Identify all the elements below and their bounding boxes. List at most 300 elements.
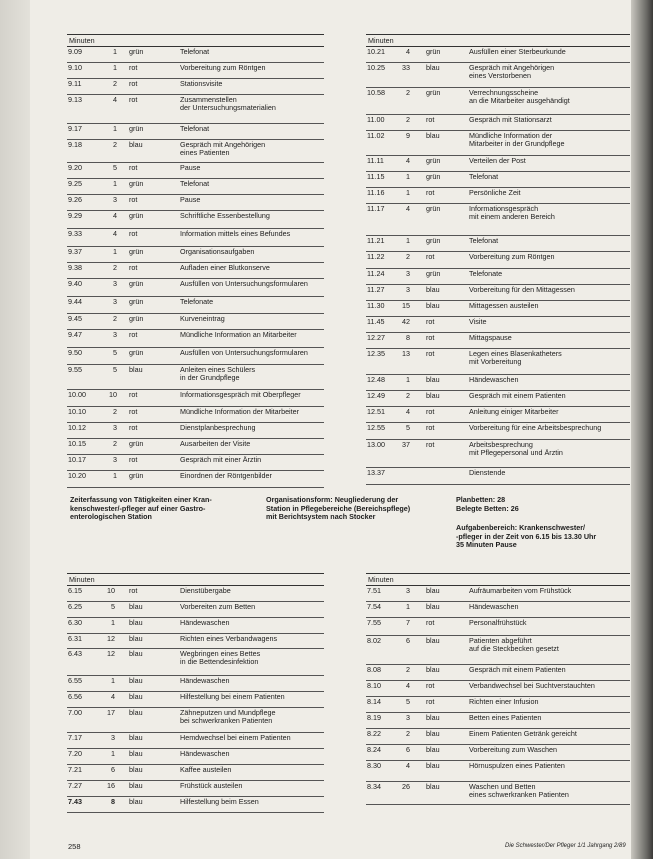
minutes-cell: 1 (406, 602, 410, 611)
table-row (67, 634, 324, 649)
table-row (67, 211, 324, 229)
time-cell: 11.22 (367, 252, 385, 261)
table-row (366, 665, 630, 681)
time-cell: 9.33 (68, 229, 82, 238)
activity-cell: Visite (469, 317, 487, 326)
activity-cell: Gespräch mit Angehörigen eines Verstorbenen (469, 63, 555, 81)
color-code-cell: grün (426, 47, 441, 56)
activity-cell: Vorbereiten zum Betten (180, 602, 256, 611)
color-code-cell: blau (129, 649, 143, 658)
time-cell: 12.35 (367, 349, 385, 358)
color-code-cell: blau (426, 301, 440, 310)
time-cell: 11.15 (367, 172, 385, 181)
table-row (67, 47, 324, 63)
time-cell: 7.00 (68, 708, 82, 717)
table-row (366, 636, 630, 665)
minutes-cell: 2 (113, 79, 117, 88)
table-row (67, 649, 324, 676)
table-row (67, 95, 324, 124)
minutes-cell: 5 (111, 602, 115, 611)
table-row (67, 423, 324, 439)
activity-cell: Persönliche Zeit (469, 188, 521, 197)
table-row (67, 314, 324, 330)
color-code-cell: blau (129, 602, 143, 611)
color-code-cell: grün (129, 179, 144, 188)
minutes-cell: 2 (406, 252, 410, 261)
color-code-cell: grün (129, 348, 144, 357)
time-cell: 8.34 (367, 782, 381, 791)
time-cell: 9.11 (68, 79, 82, 88)
time-cell: 10.58 (367, 88, 385, 97)
table-row (67, 124, 324, 140)
minutes-cell: 1 (111, 618, 115, 627)
minutes-cell: 2 (406, 88, 410, 97)
color-code-cell: blau (426, 729, 440, 738)
minutes-cell: 6 (111, 765, 115, 774)
table-row (366, 440, 630, 468)
minutes-cell: 26 (402, 782, 410, 791)
activity-cell: Mündliche Information der Mitarbeiter (180, 407, 300, 416)
activity-cell: Dienstplanbesprechung (180, 423, 256, 432)
table-row (67, 229, 324, 247)
activity-cell: Ausfüllen einer Sterbeurkunde (469, 47, 566, 56)
color-code-cell: rot (426, 349, 435, 358)
minutes-cell: 4 (406, 47, 410, 56)
color-code-cell: blau (426, 391, 440, 400)
time-cell: 9.25 (68, 179, 82, 188)
color-code-cell: rot (426, 423, 435, 432)
activity-cell: Kaffee austeilen (180, 765, 232, 774)
journal-reference: Die Schwester/Der Pfleger 1/1 Jahrgang 2/89 (505, 843, 626, 849)
time-cell: 12.55 (367, 423, 385, 432)
time-cell: 9.50 (68, 348, 82, 357)
activity-cell: Betten eines Patienten (469, 713, 542, 722)
minutes-cell: 3 (113, 297, 117, 306)
color-code-cell: blau (426, 375, 440, 384)
table-row (67, 79, 324, 95)
activity-cell: Telefonat (180, 47, 210, 56)
color-code-cell: rot (426, 618, 435, 627)
time-cell: 12.27 (367, 333, 385, 342)
minutes-cell: 5 (406, 697, 410, 706)
color-code-cell: rot (129, 407, 138, 416)
table-top-right (366, 34, 630, 485)
activity-cell: Verrechnungsscheine an die Mitarbeiter ausgehändigt (469, 88, 570, 106)
color-code-cell: blau (129, 708, 143, 717)
organisation-form: Organisationsform: Neugliederung der Station in Pflegebereiche (Bereichspflege) mit Berichtsystem nach Stocker (266, 495, 411, 522)
minutes-cell: 5 (113, 348, 117, 357)
activity-cell: Pause (180, 163, 201, 172)
time-cell: 8.08 (367, 665, 381, 674)
time-cell: 9.17 (68, 124, 82, 133)
color-code-cell: blau (426, 713, 440, 722)
color-code-cell: rot (129, 330, 138, 339)
minutes-cell: 3 (113, 455, 117, 464)
table-row (366, 188, 630, 204)
table-row (67, 63, 324, 79)
minutes-cell: 4 (111, 692, 115, 701)
color-code-cell: blau (426, 586, 440, 595)
table-body (366, 47, 630, 485)
color-code-cell: blau (426, 745, 440, 754)
activity-cell: Vorbereitung zum Röntgen (180, 63, 266, 72)
page-number: 258 (68, 842, 81, 851)
color-code-cell: rot (426, 333, 435, 342)
color-code-cell: rot (129, 423, 138, 432)
color-code-cell: grün (129, 297, 144, 306)
activity-cell: Einordnen der Röntgenbilder (180, 471, 272, 480)
time-cell: 10.10 (68, 407, 86, 416)
activity-cell: Stationsvisite (180, 79, 223, 88)
time-cell: 9.29 (68, 211, 82, 220)
time-cell: 6.56 (68, 692, 82, 701)
table-row (366, 375, 630, 391)
minutes-cell: 8 (406, 333, 410, 342)
minutes-cell: 1 (113, 179, 117, 188)
table-row (67, 407, 324, 423)
table-row (366, 333, 630, 349)
color-code-cell: grün (426, 172, 441, 181)
activity-cell: Vorbereitung für den Mittagessen (469, 285, 575, 294)
time-cell: 7.27 (68, 781, 82, 790)
minutes-cell: 1 (406, 188, 410, 197)
time-cell: 13.37 (367, 468, 385, 477)
study-title: Zeiterfassung von Tätigkeiten einer Kran- kenschwester/-pfleger auf einer Gastro- enterologischen Station (70, 495, 212, 522)
table-row (366, 391, 630, 407)
color-code-cell: grün (129, 47, 144, 56)
time-cell: 6.30 (68, 618, 82, 627)
color-code-cell: blau (129, 692, 143, 701)
page-edge-shadow (631, 0, 653, 859)
activity-cell: Dienstende (469, 468, 506, 477)
time-cell: 7.43 (68, 797, 82, 806)
activity-cell: Zusammenstellen der Untersuchungsmaterialien (180, 95, 276, 113)
minutes-cell: 2 (113, 439, 117, 448)
time-cell: 12.48 (367, 375, 385, 384)
activity-cell: Pause (180, 195, 201, 204)
color-code-cell: grün (426, 204, 441, 213)
table-row (366, 761, 630, 782)
minutes-cell: 1 (406, 236, 410, 245)
time-cell: 12.49 (367, 391, 385, 400)
minutes-cell: 3 (406, 713, 410, 722)
table-row (366, 131, 630, 156)
table-row (366, 301, 630, 317)
color-code-cell: blau (426, 761, 440, 770)
table-row (67, 439, 324, 455)
table-row (67, 348, 324, 365)
color-code-cell: blau (129, 781, 143, 790)
color-code-cell: rot (129, 163, 138, 172)
time-cell: 6.55 (68, 676, 82, 685)
minutes-cell: 12 (107, 649, 115, 658)
minutes-cell: 1 (113, 247, 117, 256)
table-row (67, 297, 324, 314)
activity-cell: Händewaschen (180, 676, 230, 685)
color-code-cell: blau (426, 131, 440, 140)
time-cell: 10.21 (367, 47, 385, 56)
activity-cell: Vorbereitung zum Röntgen (469, 252, 555, 261)
color-code-cell: grün (129, 471, 144, 480)
time-cell: 11.30 (367, 301, 385, 310)
minutes-cell: 1 (406, 172, 410, 181)
table-row (67, 602, 324, 618)
activity-cell: Hilfestellung beim Essen (180, 797, 259, 806)
color-code-cell: grün (426, 156, 441, 165)
minutes-cell: 2 (113, 140, 117, 149)
time-cell: 10.17 (68, 455, 86, 464)
color-code-cell: blau (426, 636, 440, 645)
color-code-cell: grün (129, 211, 144, 220)
color-code-cell: rot (426, 317, 435, 326)
color-code-cell: rot (426, 115, 435, 124)
table-row (366, 697, 630, 713)
minutes-cell: 1 (113, 124, 117, 133)
task-area: Aufgabenbereich: Krankenschwester/ -pfleger in der Zeit von 6.15 bis 13.30 Uhr 35 Minuten Pause (456, 523, 597, 550)
table-row (366, 349, 630, 375)
table-row (366, 618, 630, 636)
minutes-cell: 3 (113, 195, 117, 204)
minutes-cell: 10 (107, 586, 115, 595)
activity-cell: Aufräumarbeiten vom Frühstück (469, 586, 572, 595)
time-cell: 9.37 (68, 247, 82, 256)
minutes-cell: 1 (113, 471, 117, 480)
activity-cell: Organisationsaufgaben (180, 247, 255, 256)
color-code-cell: rot (129, 390, 138, 399)
table-row (67, 471, 324, 488)
table-row (366, 468, 630, 485)
minutes-cell: 16 (107, 781, 115, 790)
time-cell: 9.55 (68, 365, 82, 374)
time-cell: 11.21 (367, 236, 385, 245)
table-row (67, 365, 324, 390)
table-row (67, 163, 324, 179)
minutes-cell: 4 (406, 681, 410, 690)
time-cell: 8.30 (367, 761, 381, 770)
activity-cell: Gespräch mit Angehörigen eines Patienten (180, 140, 266, 158)
time-cell: 9.38 (68, 263, 82, 272)
table-row (67, 692, 324, 708)
color-code-cell: blau (129, 733, 143, 742)
time-cell: 8.14 (367, 697, 381, 706)
activity-cell: Informationsgespräch mit einem anderen Bereich (469, 204, 555, 222)
minutes-cell: 15 (402, 301, 410, 310)
activity-cell: Telefonat (180, 124, 210, 133)
table-header: Minuten (67, 34, 324, 47)
minutes-cell: 8 (111, 797, 115, 806)
color-code-cell: blau (426, 602, 440, 611)
activity-cell: Richten eines Verbandwagens (180, 634, 278, 643)
color-code-cell: grün (426, 269, 441, 278)
table-row (366, 115, 630, 131)
color-code-cell: rot (426, 440, 435, 449)
minutes-cell: 3 (406, 285, 410, 294)
color-code-cell: rot (129, 95, 138, 104)
activity-cell: Hemdwechsel bei einem Patienten (180, 733, 291, 742)
activity-cell: Mündliche Information der Mitarbeiter in der Grundpflege (469, 131, 565, 149)
minutes-cell: 9 (406, 131, 410, 140)
minutes-cell: 2 (406, 391, 410, 400)
activity-cell: Mittagessen austeilen (469, 301, 539, 310)
minutes-cell: 3 (113, 279, 117, 288)
bed-count: Planbetten: 28 Belegte Betten: 26 (456, 495, 519, 513)
color-code-cell: grün (129, 314, 144, 323)
time-cell: 6.25 (68, 602, 82, 611)
time-cell: 9.40 (68, 279, 82, 288)
minutes-cell: 6 (406, 745, 410, 754)
minutes-cell: 13 (402, 349, 410, 358)
time-cell: 9.20 (68, 163, 82, 172)
time-cell: 11.17 (367, 204, 385, 213)
activity-cell: Vorbereitung zum Waschen (469, 745, 558, 754)
table-row (366, 236, 630, 252)
table-row (67, 263, 324, 279)
minutes-cell: 1 (113, 47, 117, 56)
time-cell: 10.00 (68, 390, 86, 399)
minutes-cell: 4 (113, 95, 117, 104)
table-row (366, 252, 630, 269)
activity-cell: Mündliche Information an Mitarbeiter (180, 330, 297, 339)
activity-cell: Telefonat (469, 236, 499, 245)
activity-cell: Mittagspause (469, 333, 512, 342)
minutes-cell: 6 (406, 636, 410, 645)
minutes-cell: 12 (107, 634, 115, 643)
minutes-cell: 2 (113, 314, 117, 323)
table-row (366, 204, 630, 236)
time-cell: 8.10 (367, 681, 381, 690)
table-row (67, 140, 324, 163)
activity-cell: Personalfrühstück (469, 618, 527, 627)
table-bottom-left (67, 573, 324, 813)
activity-cell: Einem Patienten Getränk gereicht (469, 729, 577, 738)
table-row (366, 602, 630, 618)
color-code-cell: blau (426, 782, 440, 791)
activity-cell: Telefonate (469, 269, 503, 278)
time-cell: 9.44 (68, 297, 82, 306)
activity-cell: Kurveneintrag (180, 314, 225, 323)
time-cell: 8.19 (367, 713, 381, 722)
activity-cell: Gespräch mit einer Ärztin (180, 455, 262, 464)
time-cell: 12.51 (367, 407, 385, 416)
activity-cell: Wegbringen eines Bettes in die Bettendesinfektion (180, 649, 261, 667)
table-row (366, 47, 630, 63)
time-cell: 10.25 (367, 63, 385, 72)
table-top-left (67, 34, 324, 488)
activity-cell: Telefonat (469, 172, 499, 181)
activity-cell: Waschen und Betten eines schwerkranken Patienten (469, 782, 569, 800)
color-code-cell: grün (129, 279, 144, 288)
minutes-cell: 4 (113, 229, 117, 238)
time-cell: 10.12 (68, 423, 86, 432)
color-code-cell: rot (426, 697, 435, 706)
activity-cell: Händewaschen (469, 375, 519, 384)
activity-cell: Anleiten eines Schülers in der Grundpflege (180, 365, 256, 383)
activity-cell: Ausfüllen von Untersuchungsformularen (180, 279, 308, 288)
activity-cell: Richten einer Infusion (469, 697, 539, 706)
color-code-cell: rot (129, 79, 138, 88)
activity-cell: Legen eines Blasenkatheters mit Vorbereitung (469, 349, 562, 367)
color-code-cell: blau (129, 140, 143, 149)
activity-cell: Ausfüllen von Untersuchungsformularen (180, 348, 308, 357)
activity-cell: Hilfestellung bei einem Patienten (180, 692, 285, 701)
activity-cell: Schriftliche Essenbestellung (180, 211, 270, 220)
color-code-cell: rot (129, 229, 138, 238)
minutes-cell: 7 (406, 618, 410, 627)
table-header: Minuten (366, 573, 630, 586)
table-row (67, 618, 324, 634)
minutes-cell: 1 (113, 63, 117, 72)
minutes-cell: 5 (113, 365, 117, 374)
activity-cell: Ausarbeiten der Visite (180, 439, 251, 448)
activity-cell: Informationsgespräch mit Oberpfleger (180, 390, 301, 399)
table-row (366, 782, 630, 805)
color-code-cell: grün (129, 124, 144, 133)
table-row (366, 172, 630, 188)
table-header: Minuten (366, 34, 630, 47)
time-cell: 7.51 (367, 586, 381, 595)
color-code-cell: rot (129, 195, 138, 204)
table-row (67, 676, 324, 692)
table-row (366, 407, 630, 423)
minutes-cell: 17 (107, 708, 115, 717)
table-row (366, 269, 630, 285)
table-row (67, 708, 324, 733)
table-row (67, 179, 324, 195)
minutes-cell: 3 (406, 586, 410, 595)
minutes-cell: 2 (113, 263, 117, 272)
table-row (366, 423, 630, 440)
color-code-cell: grün (129, 247, 144, 256)
activity-cell: Arbeitsbesprechung mit Pflegepersonal und Ärztin (469, 440, 563, 458)
activity-cell: Frühstück austeilen (180, 781, 243, 790)
activity-cell: Anleitung einiger Mitarbeiter (469, 407, 559, 416)
table-bottom-right (366, 573, 630, 805)
table-row (67, 586, 324, 602)
table-row (366, 586, 630, 602)
table-row (67, 455, 324, 471)
time-cell: 10.15 (68, 439, 86, 448)
time-cell: 9.26 (68, 195, 82, 204)
table-row (366, 745, 630, 761)
minutes-cell: 4 (406, 761, 410, 770)
color-code-cell: blau (129, 765, 143, 774)
time-cell: 7.20 (68, 749, 82, 758)
activity-cell: Information mittels eines Befundes (180, 229, 291, 238)
color-code-cell: blau (426, 285, 440, 294)
table-row (67, 247, 324, 263)
table-row (67, 781, 324, 797)
activity-cell: Gespräch mit Stationsarzt (469, 115, 552, 124)
table-body (366, 586, 630, 805)
minutes-cell: 4 (406, 204, 410, 213)
activity-cell: Verteilen der Post (469, 156, 526, 165)
time-cell: 11.16 (367, 188, 385, 197)
color-code-cell: rot (129, 455, 138, 464)
time-cell: 9.13 (68, 95, 82, 104)
table-row (67, 733, 324, 749)
time-cell: 11.02 (367, 131, 385, 140)
time-cell: 7.54 (367, 602, 381, 611)
table-row (366, 285, 630, 301)
color-code-cell: grün (426, 236, 441, 245)
time-cell: 8.22 (367, 729, 381, 738)
minutes-cell: 37 (402, 440, 410, 449)
activity-cell: Zähneputzen und Mundpflege bei schwerkranken Patienten (180, 708, 276, 726)
activity-cell: Aufladen einer Blutkonserve (180, 263, 270, 272)
activity-cell: Telefonate (180, 297, 214, 306)
time-cell: 6.31 (68, 634, 82, 643)
minutes-cell: 33 (402, 63, 410, 72)
